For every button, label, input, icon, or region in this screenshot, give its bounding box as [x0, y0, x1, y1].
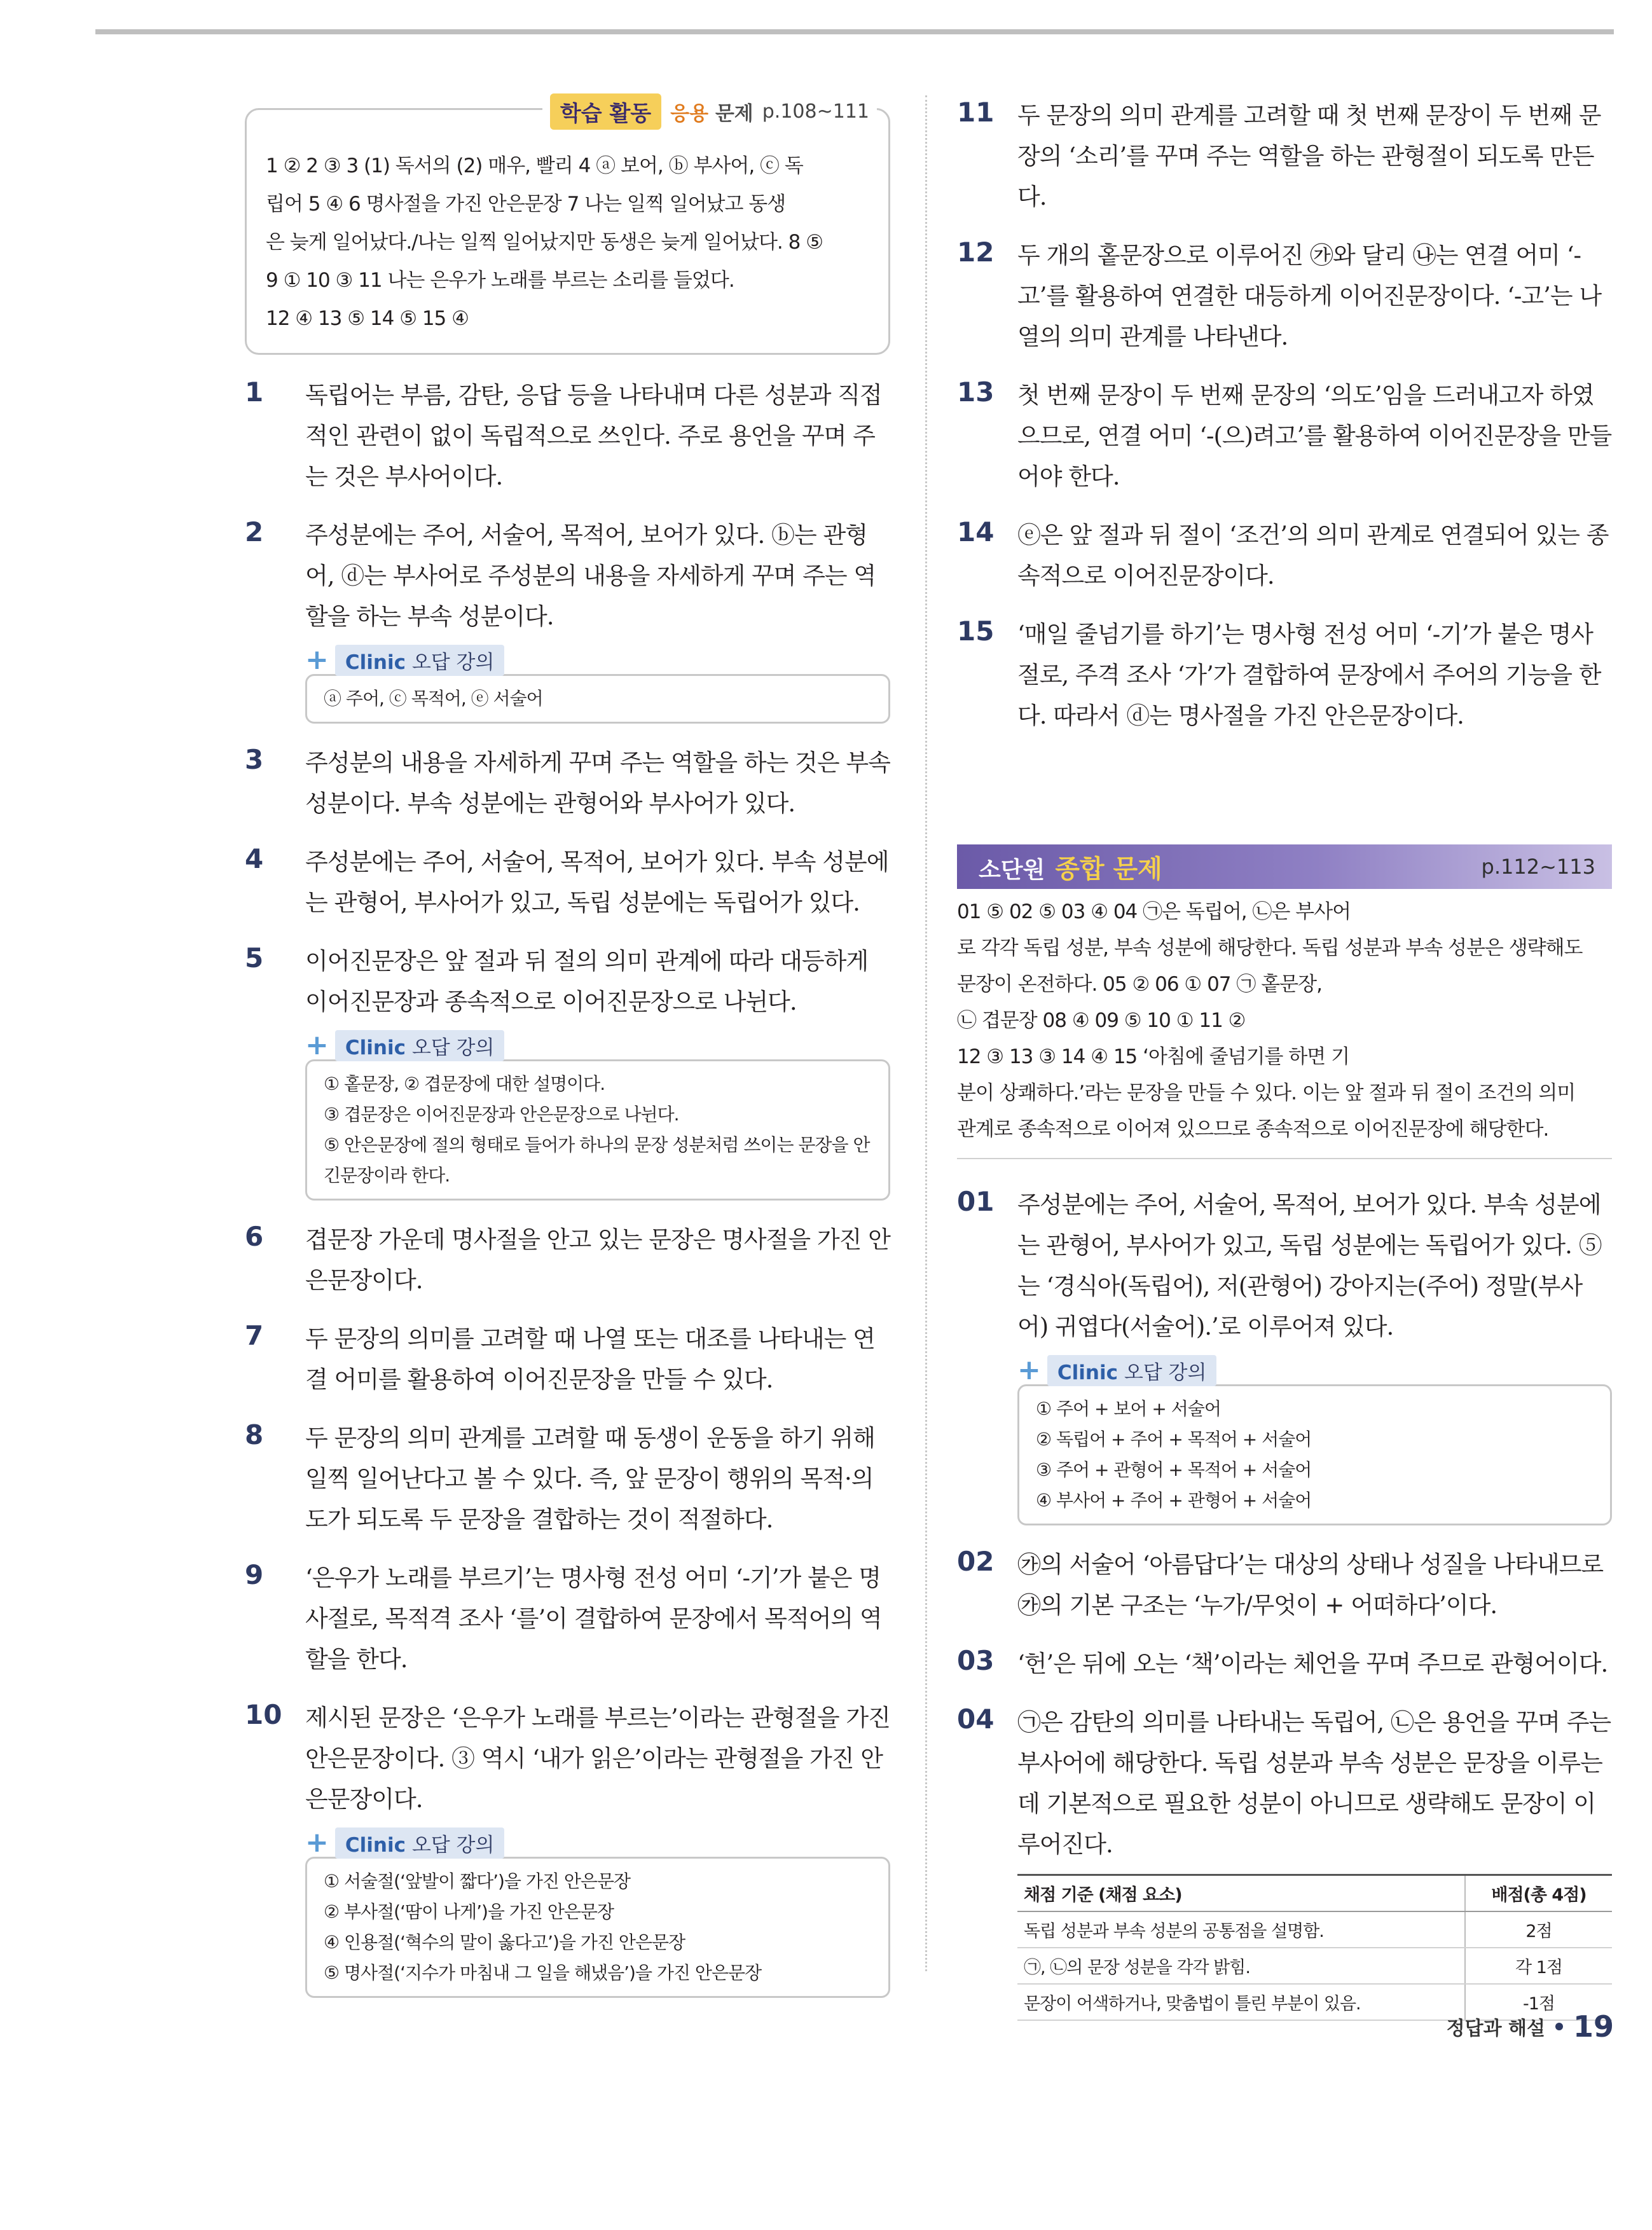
clinic-line: ⓐ 주어, ⓒ 목적어, ⓔ 서술어: [324, 688, 543, 709]
right-column: [957, 95, 1612, 2039]
clinic-line: ⑤ 명사절(‘지수가 마침내 그 일을 해냈음’)을 가진 안은문장: [324, 1962, 762, 1983]
clinic-body: [305, 1059, 890, 1201]
plus-icon: +: [305, 1029, 329, 1061]
unit-answer-line: 12 ③ 13 ③ 14 ④ 15 ‘아침에 줄넘기를 하면 기: [957, 1045, 1350, 1068]
clinic-header: [305, 646, 890, 674]
scoring-header-row: [1017, 1875, 1612, 1912]
clinic-line: ② 부사절(‘땀이 나게’)을 가진 안은문장: [324, 1901, 614, 1922]
learning-activity-answer-box: [245, 100, 890, 355]
unit-answer-line: 문장이 온전하다. 05 ② 06 ① 07 ㉠ 홑문장,: [957, 973, 1322, 996]
item-text: 이어진문장은 앞 절과 뒤 절의 의미 관계에 따라 대등하게 이어진문장과 종속적으로 이어진문장으로 나뉜다.: [305, 947, 869, 1015]
item-number: 01: [957, 1186, 995, 1217]
page-reference: p.108~111: [762, 100, 869, 123]
item-number: 02: [957, 1546, 995, 1577]
item-number: 8: [245, 1419, 264, 1450]
clinic-box: [305, 646, 890, 724]
clinic-title-ko: 오답 강의: [411, 1036, 495, 1059]
explanation-item-15: [957, 614, 1612, 736]
left-column: [245, 95, 890, 2017]
item-number: 9: [245, 1559, 264, 1590]
item-number: 12: [957, 237, 995, 268]
item-text: 두 문장의 의미 관계를 고려할 때 첫 번째 문장이 두 번째 문장의 ‘소리’를 꾸며 주는 역할을 하는 관형절이 되도록 만든다.: [1017, 102, 1601, 210]
unit-page-reference: p.112~113: [1481, 855, 1595, 879]
unit-answer-line: 관계로 종속적으로 이어져 있으므로 종속적으로 이어진문장에 해당한다.: [957, 1118, 1549, 1141]
points-cell: 2점: [1465, 1911, 1612, 1948]
column-divider: [925, 95, 927, 1971]
plus-icon: +: [305, 644, 329, 676]
explanation-item-9: [245, 1558, 890, 1680]
clinic-title-ko: 오답 강의: [411, 1833, 495, 1857]
plus-icon: +: [305, 1826, 329, 1859]
explanation-item-14: [957, 515, 1612, 596]
criteria-cell: ㉠, ㉡의 문장 성분을 각각 밝힘.: [1017, 1948, 1465, 1984]
clinic-title-ko: 오답 강의: [411, 650, 495, 674]
clinic-body: [1017, 1384, 1612, 1525]
clinic-title-ko: 오답 강의: [1124, 1361, 1207, 1384]
explanation-item-5: [245, 941, 890, 1201]
item-number: 14: [957, 516, 995, 547]
clinic-header: [305, 1826, 890, 1859]
explanation-item-1: [245, 375, 890, 497]
explanation-item-3: [245, 743, 890, 824]
clinic-title-en: Clinic: [345, 1036, 406, 1059]
item-text: 제시된 문장은 ‘은우가 노래를 부르는’이라는 관형절을 가진 안은문장이다. ③ 역시 ‘내가 읽은’이라는 관형절을 가진 안은문장이다.: [305, 1704, 890, 1813]
item-number: 2: [245, 516, 264, 547]
item-number: 10: [245, 1699, 282, 1730]
clinic-line: ③ 주어 + 관형어 + 목적어 + 서술어: [1036, 1459, 1312, 1480]
clinic-line: ④ 부사어 + 주어 + 관형어 + 서술어: [1036, 1490, 1312, 1511]
answer-line: 립어 5 ④ 6 명사절을 가진 안은문장 7 나는 일찍 일어났고 동생: [266, 193, 786, 216]
table-row: [1017, 1911, 1612, 1948]
clinic-box: [305, 1031, 890, 1201]
footer-label: 정답과 해설: [1446, 2018, 1545, 2040]
criteria-header: 채점 기준 (채점 요소): [1017, 1875, 1465, 1912]
top-rule: [95, 29, 1614, 34]
plus-icon: +: [1017, 1354, 1041, 1386]
clinic-box: [305, 1826, 890, 1998]
clinic-title: [335, 1827, 505, 1859]
clinic-line: ② 독립어 + 주어 + 목적어 + 서술어: [1036, 1429, 1312, 1450]
unit-review-header: [957, 844, 1612, 889]
clinic-title: [335, 1030, 505, 1061]
item-text: 주성분에는 주어, 서술어, 목적어, 보어가 있다. ⓑ는 관형어, ⓓ는 부사어로 주성분의 내용을 자세하게 꾸며 주는 역할을 하는 부속 성분이다.: [305, 521, 876, 630]
clinic-title: [1047, 1355, 1217, 1386]
item-number: 7: [245, 1320, 264, 1351]
unit-item-03: [957, 1644, 1612, 1684]
page-footer: [1447, 2009, 1614, 2044]
explanation-item-2: [245, 515, 890, 724]
criteria-cell: 독립 성분과 부속 성분의 공통점을 설명함.: [1017, 1911, 1465, 1948]
item-number: 11: [957, 97, 995, 128]
clinic-line: ① 홑문장, ② 겹문장에 대한 설명이다.: [324, 1073, 605, 1094]
item-text: ㉮의 서술어 ‘아름답다’는 대상의 상태나 성질을 나타내므로 ㉮의 기본 구조는 ‘누가/무엇이 + 어떠하다’이다.: [1017, 1551, 1604, 1619]
item-number: 4: [245, 843, 264, 874]
clinic-line: ⑤ 안은문장에 절의 형태로 들어가 하나의 문장 성분처럼 쓰이는 문장을 안긴문장이라 한다.: [324, 1134, 870, 1186]
page-number: 19: [1573, 2009, 1614, 2044]
item-text: 두 문장의 의미 관계를 고려할 때 동생이 운동을 하기 위해 일찍 일어난다고 볼 수 있다. 즉, 앞 문장이 행위의 목적·의도가 되도록 두 문장을 결합하는 것이 적절하다.: [305, 1424, 875, 1533]
unit-item-04: [957, 1702, 1612, 2021]
item-text: ‘매일 줄넘기를 하기’는 명사형 전성 어미 ‘-기’가 붙은 명사절로, 주격 조사 ‘가’가 결합하여 문장에서 주어의 기능을 한다. 따라서 ⓓ는 명사절을 가진 안은문장이다.: [1017, 621, 1601, 729]
clinic-title-en: Clinic: [345, 1833, 406, 1857]
unit-answer-line: 로 각각 독립 성분, 부속 성분에 해당한다. 독립 성분과 부속 성분은 생략해도: [957, 937, 1583, 960]
explanation-item-11: [957, 95, 1612, 217]
answer-line: 12 ④ 13 ⑤ 14 ⑤ 15 ④: [266, 307, 469, 330]
item-number: 13: [957, 376, 995, 408]
item-text: 독립어는 부름, 감탄, 응답 등을 나타내며 다른 성분과 직접 적인 관련이 없이 독립적으로 쓰인다. 주로 용언을 꾸며 주는 것은 부사어이다.: [305, 382, 882, 490]
apply-tag: [670, 97, 754, 126]
clinic-title-en: Clinic: [1057, 1361, 1118, 1384]
item-number: 6: [245, 1221, 264, 1252]
item-number: 5: [245, 942, 264, 974]
item-number: 3: [245, 744, 264, 775]
points-cell: -1점: [1465, 1984, 1612, 2020]
item-text: ‘헌’은 뒤에 오는 ‘책’이라는 체언을 꾸며 주므로 관형어이다.: [1017, 1650, 1608, 1677]
clinic-box: [1017, 1356, 1612, 1525]
explanation-item-13: [957, 375, 1612, 497]
item-text: 첫 번째 문장이 두 번째 문장의 ‘의도’임을 드러내고자 하였으므로, 연결 어미 ‘-(으)려고’를 활용하여 이어진문장을 만들어야 한다.: [1017, 382, 1612, 490]
answer-line: 9 ① 10 ③ 11 나는 은우가 노래를 부르는 소리를 들었다.: [266, 269, 734, 292]
item-text: 두 개의 홑문장으로 이루어진 ㉮와 달리 ㉯는 연결 어미 ‘-고’를 활용하여 연결한 대등하게 이어진문장이다. ‘-고’는 나열의 의미 관계를 나타낸다.: [1017, 242, 1602, 350]
item-text: ⓔ은 앞 절과 뒤 절이 ‘조건’의 의미 관계로 연결되어 있는 종속적으로 이어진문장이다.: [1017, 521, 1609, 589]
table-row: [1017, 1948, 1612, 1984]
unit-answer-block: [957, 889, 1612, 1159]
clinic-body: [305, 1857, 890, 1998]
item-text: 주성분에는 주어, 서술어, 목적어, 보어가 있다. 부속 성분에는 관형어, 부사어가 있고, 독립 성분에는 독립어가 있다.: [305, 848, 889, 916]
item-number: 04: [957, 1703, 995, 1735]
item-text: ㉠은 감탄의 의미를 나타내는 독립어, ㉡은 용언을 꾸며 주는 부사어에 해당한다. 독립 성분과 부속 성분은 문장을 이루는 데 기본적으로 필요한 성분이 아니므로 생략해도 문장이 이루어진다.: [1017, 1709, 1611, 1858]
points-header: 배점(총 4점): [1465, 1875, 1612, 1912]
answer-box-tab: [542, 93, 877, 130]
clinic-line: ① 주어 + 보어 + 서술어: [1036, 1398, 1221, 1419]
explanation-item-7: [245, 1319, 890, 1400]
unit-label: 소단원: [979, 857, 1045, 883]
unit-accent-label: 종합 문제: [1055, 854, 1162, 884]
points-cell: 각 1점: [1465, 1948, 1612, 1984]
clinic-title-en: Clinic: [345, 650, 406, 674]
item-text: ‘은우가 노래를 부르기’는 명사형 전성 어미 ‘-기’가 붙은 명사절로, 목적격 조사 ‘를’이 결합하여 문장에서 목적어의 역할을 한다.: [305, 1564, 882, 1673]
apply-label: 응용: [670, 102, 709, 125]
clinic-title: [335, 645, 505, 676]
explanation-item-10: [245, 1698, 890, 1998]
explanation-item-4: [245, 842, 890, 923]
explanation-item-12: [957, 235, 1612, 357]
unit-answer-line: 분이 상쾌하다.’라는 문장을 만들 수 있다. 이는 앞 절과 뒤 절이 조건의 의미: [957, 1082, 1576, 1105]
unit-item-01: [957, 1185, 1612, 1525]
unit-answer-line: ㉡ 겹문장 08 ④ 09 ⑤ 10 ① 11 ②: [957, 1009, 1246, 1032]
item-number: 15: [957, 616, 995, 647]
unit-answer-line: 01 ⑤ 02 ⑤ 03 ④ 04 ㉠은 독립어, ㉡은 부사어: [957, 900, 1351, 923]
bullet-dot-icon: [1555, 2023, 1563, 2030]
clinic-line: ③ 겹문장은 이어진문장과 안은문장으로 나뉜다.: [324, 1104, 679, 1125]
item-text: 주성분의 내용을 자세하게 꾸며 주는 역할을 하는 것은 부속 성분이다. 부속 성분에는 관형어와 부사어가 있다.: [305, 749, 890, 817]
clinic-body: [305, 674, 890, 724]
clinic-line: ④ 인용절(‘혁수의 말이 옳다고’)을 가진 안은문장: [324, 1932, 685, 1953]
explanation-item-6: [245, 1220, 890, 1301]
unit-item-02: [957, 1545, 1612, 1626]
item-number: 1: [245, 376, 264, 408]
clinic-line: ① 서술절(‘앞발이 짧다’)을 가진 안은문장: [324, 1871, 631, 1892]
criteria-cell: 문장이 어색하거나, 맞춤법이 틀린 부분이 있음.: [1017, 1984, 1465, 2020]
learning-activity-tag: 학습 활동: [550, 93, 661, 130]
item-text: 주성분에는 주어, 서술어, 목적어, 보어가 있다. 부속 성분에는 관형어, 부사어가 있고, 독립 성분에는 독립어가 있다. ⑤는 ‘경식아(독립어), 저(관형어) 강아지는(주어) 정말(부사어) 귀엽다(서술어).’로 이루어져 있다.: [1017, 1191, 1602, 1340]
clinic-header: [305, 1031, 890, 1059]
item-number: 03: [957, 1645, 995, 1676]
answer-line: 은 늦게 일어났다./나는 일찍 일어났지만 동생은 늦게 일어났다. 8 ⑤: [266, 231, 823, 254]
scoring-table: [1017, 1874, 1612, 2021]
explanation-item-8: [245, 1418, 890, 1540]
item-text: 겹문장 가운데 명사절을 안고 있는 문장은 명사절을 가진 안은문장이다.: [305, 1226, 890, 1294]
item-text: 두 문장의 의미를 고려할 때 나열 또는 대조를 나타내는 연결 어미를 활용하여 이어진문장을 만들 수 있다.: [305, 1325, 875, 1393]
problem-label: 문제: [715, 102, 754, 125]
unit-review-title: [979, 849, 1162, 885]
answer-line: 1 ② 2 ③ 3 (1) 독서의 (2) 매우, 빨리 4 ⓐ 보어, ⓑ 부사어, ⓒ 독: [266, 155, 803, 177]
clinic-header: [1017, 1356, 1612, 1384]
